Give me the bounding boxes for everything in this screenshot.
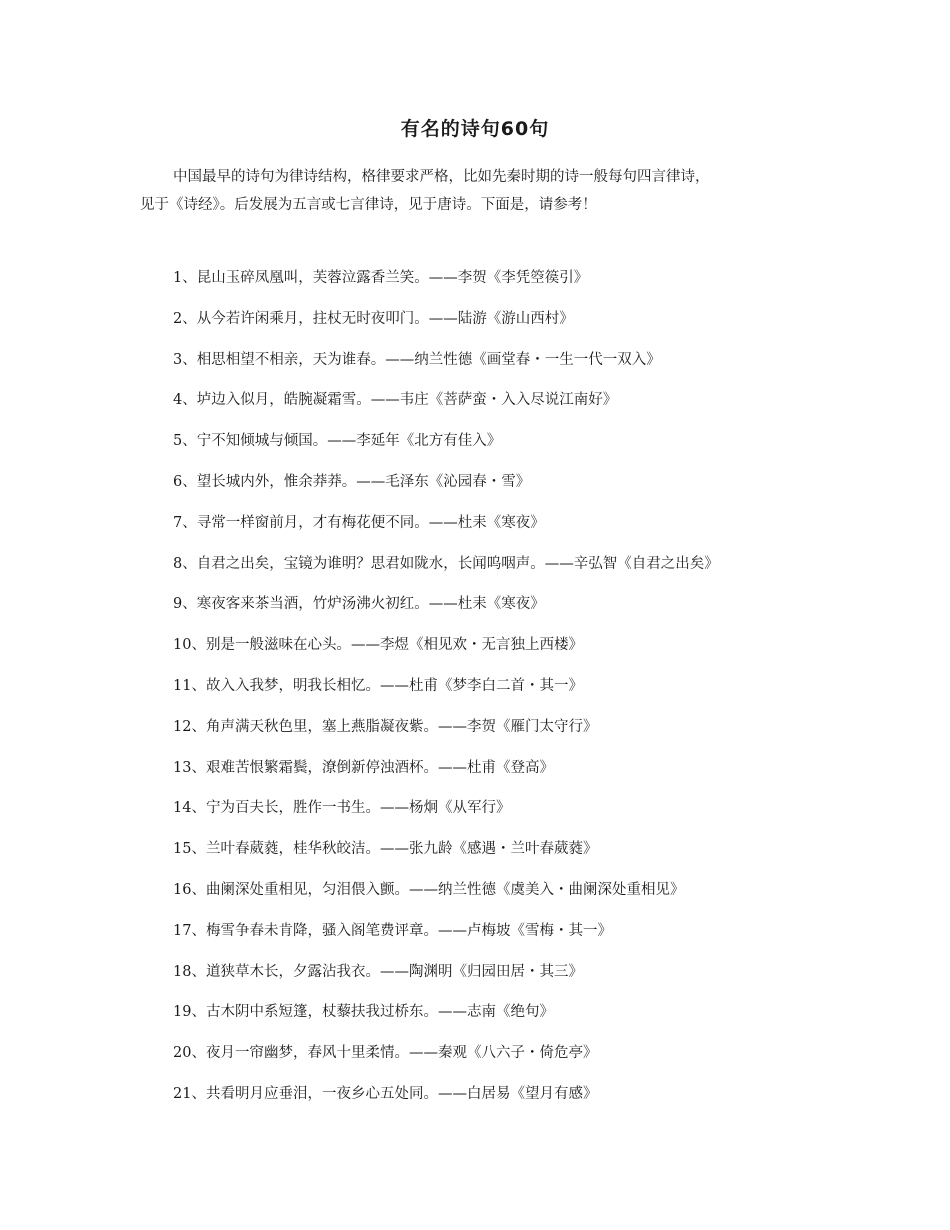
poem-item: 3、相思相望不相亲，天为谁春。——纳兰性德《画堂春・一生一代一双入》 (173, 351, 661, 368)
intro-line: 见于《诗经》。后发展为五言或七言律诗，见于唐诗。下面是，请参考！ (140, 197, 597, 213)
poem-item: 8、自君之出矣，宝镜为谁明？思君如陇水，长闻呜咽声。——辛弘智《自君之出矣》 (173, 555, 719, 572)
poem-item: 4、垆边入似月，皓腕凝霜雪。——韦庄《菩萨蛮・入入尽说江南好》 (173, 392, 618, 409)
poem-list (173, 266, 873, 1123)
poem-item: 5、宁不知倾城与倾国。——李延年《北方有佳入》 (173, 433, 502, 450)
poem-item: 17、梅雪争春未肯降，骚入阁笔费评章。——卢梅坡《雪梅・其一》 (173, 922, 612, 939)
poem-item: 18、道狭草木长，夕露沾我衣。——陶渊明《归园田居・其三》 (173, 963, 583, 980)
poem-item: 12、角声满天秋色里，塞上燕脂凝夜紫。——李贺《雁门太守行》 (173, 718, 598, 735)
intro-paragraph (140, 163, 830, 219)
poem-item: 20、夜月一帘幽梦，春风十里柔情。——秦观《八六子・倚危亭》 (173, 1045, 598, 1062)
poem-item: 13、艰难苦恨繁霜鬓，潦倒新停浊酒杯。——杜甫《登高》 (173, 759, 554, 776)
poem-item: 21、共看明月应垂泪，一夜乡心五处同。——白居易《望月有感》 (173, 1085, 598, 1102)
poem-item: 14、宁为百夫长，胜作一书生。——杨炯《从军行》 (173, 800, 511, 817)
poem-item: 11、故入入我梦，明我长相忆。——杜甫《梦李白二首・其一》 (173, 677, 583, 694)
page-title: 有名的诗句60句 (400, 118, 550, 140)
poem-item: 19、古木阴中系短篷，杖藜扶我过桥东。——志南《绝句》 (173, 1004, 554, 1021)
poem-item: 15、兰叶春葳蕤，桂华秋皎洁。——张九龄《感遇・兰叶春葳蕤》 (173, 841, 598, 858)
poem-item: 16、曲阑深处重相见，匀泪偎入颤。——纳兰性德《虞美入・曲阑深处重相见》 (173, 881, 685, 898)
poem-item: 1、昆山玉碎凤凰叫，芙蓉泣露香兰笑。——李贺《李凭箜篌引》 (173, 270, 589, 286)
poem-item: 2、从今若许闲乘月，拄杖无时夜叩门。——陆游《游山西村》 (173, 310, 574, 327)
intro-line: 中国最早的诗句为律诗结构，格律要求严格，比如先秦时期的诗一般每句四言律诗， (173, 169, 710, 185)
poem-item: 9、寒夜客来茶当酒，竹炉汤沸火初红。——杜耒《寒夜》 (173, 596, 545, 613)
poem-item: 7、寻常一样窗前月，才有梅花便不同。——杜耒《寒夜》 (173, 514, 545, 531)
poem-item: 6、望长城内外，惟余莽莽。——毛泽东《沁园春・雪》 (173, 473, 531, 490)
poem-item: 10、别是一般滋味在心头。——李煜《相见欢・无言独上西楼》 (173, 637, 583, 654)
